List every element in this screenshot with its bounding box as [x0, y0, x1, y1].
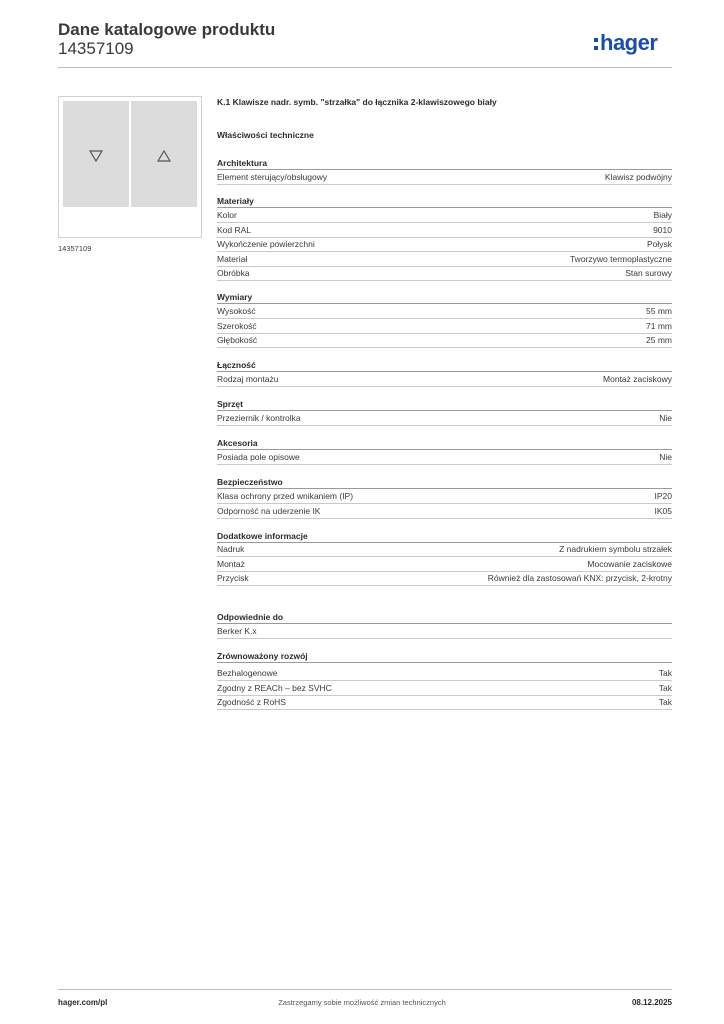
- spec-row: [217, 504, 672, 519]
- spec-value: Z nadrukiem symbolu strzałek: [559, 544, 672, 554]
- footer-date: 08.12.2025: [631, 998, 672, 1007]
- spec-value: Montaż zaciskowy: [603, 374, 672, 384]
- spec-row: [217, 411, 672, 426]
- spec-row: [217, 542, 672, 557]
- triangle-down-icon: [89, 150, 103, 162]
- spec-row: [217, 333, 672, 348]
- footer-disclaimer: Zastrzegamy sobie możliwość zmian technicznych: [278, 998, 446, 1007]
- spec-value: Połysk: [646, 239, 672, 249]
- spec-value: 55 mm: [646, 306, 672, 316]
- spec-label: Materiał: [217, 253, 248, 264]
- section-title: Dodatkowe informacje: [217, 530, 672, 543]
- product-number: 14357109: [58, 39, 134, 58]
- spec-value: Również dla zastosowań KNX: przycisk, 2-krotny: [487, 573, 672, 583]
- spec-row: [217, 208, 672, 223]
- image-caption: 14357109: [58, 244, 92, 253]
- spec-label: Posiada pole opisowe: [217, 452, 300, 462]
- spec-label: Zgodność z RoHS: [217, 697, 286, 707]
- section-title: Sprzęt: [217, 398, 672, 411]
- spec-value: Tak: [658, 697, 672, 707]
- section-title: Architektura: [217, 157, 672, 170]
- spec-label: Montaż: [217, 558, 245, 569]
- document-title: Dane katalogowe produktu: [58, 20, 276, 39]
- right-key: [131, 101, 197, 207]
- hager-logo[interactable]: [594, 28, 657, 58]
- properties-heading: Właściwości techniczne: [217, 130, 314, 140]
- spec-label: Wykończenie powierzchni: [217, 239, 315, 249]
- spec-row: [217, 372, 672, 387]
- section-title: Materiały: [217, 195, 672, 208]
- spec-value: Stan surowy: [625, 268, 672, 278]
- spec-value: Tak: [658, 668, 672, 678]
- spec-row: [217, 266, 672, 281]
- spec-value: IP20: [654, 491, 672, 501]
- spec-row: [217, 450, 672, 465]
- spec-row: [217, 319, 672, 334]
- footer-divider: [58, 989, 672, 990]
- spec-label: Berker K.x: [217, 626, 257, 636]
- spec-value: Tak: [658, 682, 672, 693]
- header-divider: [58, 67, 672, 68]
- spec-row: [217, 571, 672, 586]
- spec-value: Mocowanie zaciskowe: [587, 558, 672, 569]
- spec-row: [217, 681, 672, 696]
- spec-row: [217, 237, 672, 252]
- spec-value: IK05: [654, 505, 672, 516]
- section-title: Akcesoria: [217, 437, 672, 450]
- spec-label: Rodzaj montażu: [217, 374, 279, 384]
- spec-row: [217, 695, 672, 710]
- spec-label: Wysokość: [217, 306, 256, 316]
- spec-row: [217, 304, 672, 319]
- section-title: Bezpieczeństwo: [217, 476, 672, 489]
- spec-row: [217, 489, 672, 504]
- spec-row: [217, 252, 672, 267]
- spec-value: Tworzywo termoplastyczne: [569, 253, 672, 264]
- footer-website-link[interactable]: hager.com/pl: [58, 998, 108, 1007]
- product-title: K.1 Klawisze nadr. symb. "strzałka" do łącznika 2-klawiszowego biały: [217, 97, 497, 107]
- spec-label: Zgodny z REACh – bez SVHC: [217, 682, 332, 693]
- spec-value: Klawisz podwójny: [604, 172, 672, 182]
- spec-label: Kolor: [217, 210, 237, 220]
- spec-label: Przeziernik / kontrolka: [217, 413, 301, 423]
- spec-value: 71 mm: [646, 320, 672, 331]
- spec-value: 9010: [653, 224, 672, 235]
- spec-label: Przycisk: [217, 573, 249, 583]
- spec-label: Klasa ochrony przed wnikaniem (IP): [217, 491, 354, 501]
- spec-value: Biały: [653, 210, 672, 220]
- logo-text: hager: [600, 30, 658, 55]
- section-title: Odpowiednie do: [217, 611, 672, 624]
- spec-label: Głębokość: [217, 335, 258, 345]
- section-title: Zrównoważony rozwój: [217, 650, 672, 663]
- product-image: [58, 96, 202, 238]
- logo-dots-icon: [594, 38, 598, 50]
- spec-label: Kod RAL: [217, 224, 252, 235]
- spec-row: [217, 624, 672, 639]
- section-title: Łączność: [217, 359, 672, 372]
- spec-label: Obróbka: [217, 268, 250, 278]
- spec-value: Nie: [659, 452, 672, 462]
- triangle-up-icon: [157, 150, 171, 162]
- spec-label: Element sterujący/obsługowy: [217, 172, 328, 182]
- spec-row: [217, 170, 672, 185]
- spec-label: Bezhalogenowe: [217, 668, 278, 678]
- spec-row: [217, 223, 672, 238]
- spec-label: Nadruk: [217, 544, 245, 554]
- spec-label: Szerokość: [217, 320, 257, 331]
- spec-value: Nie: [659, 413, 672, 423]
- spec-row: [217, 557, 672, 572]
- spec-row: [217, 666, 672, 681]
- left-key: [63, 101, 129, 207]
- spec-label: Odporność na uderzenie IK: [217, 505, 321, 516]
- section-title: Wymiary: [217, 291, 672, 304]
- spec-value: 25 mm: [646, 335, 672, 345]
